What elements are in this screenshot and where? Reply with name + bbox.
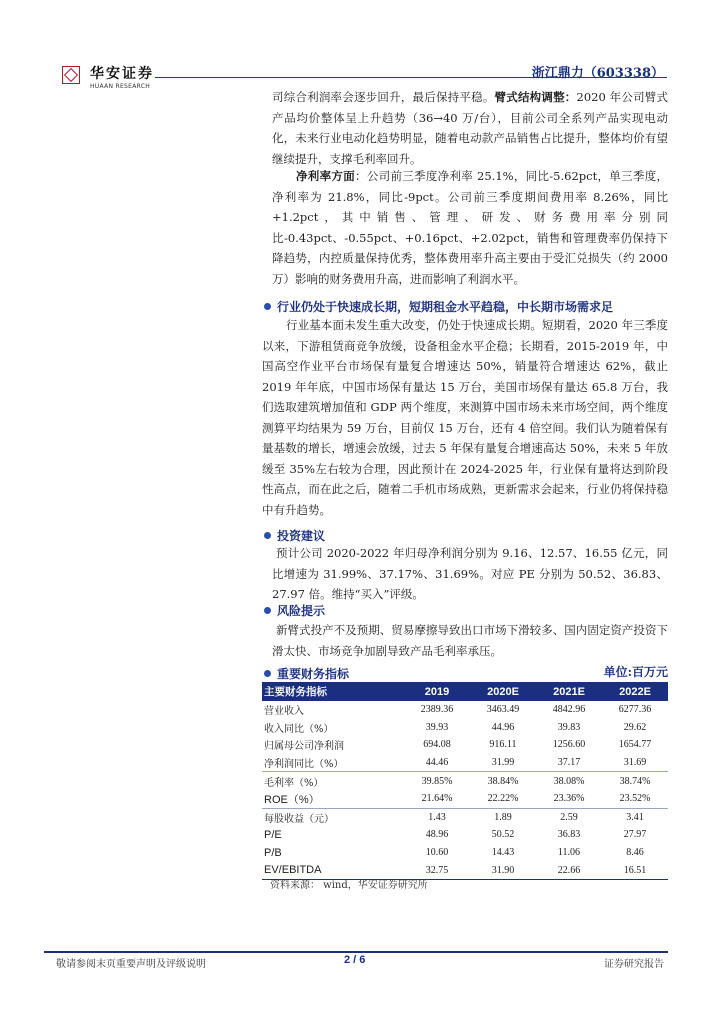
table-cell: 38.08% bbox=[536, 772, 602, 790]
row-label: 净利润同比（%） bbox=[264, 759, 344, 771]
footer-divider bbox=[44, 951, 668, 953]
row-label: 营业收入 bbox=[264, 706, 304, 718]
industry-title: 行业仍处于快速成长期，短期租金水平趋稳，中长期市场需求足 bbox=[277, 300, 614, 314]
net-margin-section bbox=[272, 166, 668, 289]
table-cell: 31.90 bbox=[470, 861, 536, 879]
table-cell: 48.96 bbox=[425, 829, 449, 841]
table-cell: 14.43 bbox=[491, 847, 515, 859]
intro-line: 司综合利润率会逐步回升，最后保持平稳。 bbox=[272, 90, 495, 104]
row-label: P/E bbox=[264, 828, 282, 841]
huaan-logo-icon bbox=[62, 66, 80, 84]
net-margin-text: ：公司前三季度净利率 25.1%，同比-5.62pct，单三季度，净利率为 21.8%，同比-9pct。公司前三季度期间费用率 8.26%，同比+1.2pct，其中销售、管理、研发、财务费用率分别同比-0.43pct、-0.55pct、+0.16pct、+2.02pct，销售和管理费率仍保持下降趋势，内控质量保持优秀，整体费用率升高主要由于受汇兑损失（约 2000 万）影响的财务费用升高，进而影响了利润水平。 bbox=[272, 169, 669, 286]
row-label: P/B bbox=[264, 846, 282, 859]
page-number: 2 / 6 bbox=[344, 954, 366, 966]
table-cell: 23.36% bbox=[553, 793, 585, 805]
arm-structure-label: 臂式结构调整： bbox=[494, 90, 577, 104]
table-cell: 3.41 bbox=[602, 808, 668, 826]
table-cell: 38.84% bbox=[470, 772, 536, 790]
arm-structure-text: 2020 年公司臂式产品均价整体呈上升趋势（36→40 万/台），目前公司全系列产品实现电动化，未来行业电动化趋势明显，随着电动款产品销售占比提升，整体均价有望继续提升，支撑毛利率回升。 bbox=[272, 90, 669, 166]
risk-title: 风险提示 bbox=[277, 604, 326, 618]
row-label: 收入同比（%） bbox=[264, 723, 334, 735]
table-cell: 27.97 bbox=[623, 829, 647, 841]
table-header-row bbox=[262, 682, 668, 701]
invest-section bbox=[272, 543, 668, 605]
page-header bbox=[0, 0, 724, 100]
bullet-icon bbox=[264, 532, 271, 539]
table-header-cell: 2020E bbox=[470, 682, 536, 701]
bullet-icon bbox=[264, 303, 271, 310]
table-cell: 1.89 bbox=[470, 808, 536, 826]
table-row bbox=[262, 808, 668, 826]
table-source: 资料来源： wind，华安证券研究所 bbox=[270, 880, 428, 891]
table-cell: 6277.36 bbox=[618, 704, 652, 716]
industry-paragraph: 行业基本面未发生重大改变，仍处于快速成长期。短期看，2020 年三季度以来，下游租赁商竞争放缓，设备租金水平企稳；长期看，2015-2019 年，中国高空作业平台市场保有量复合增速达 50%，销量符合增速达 62%，截止 2019 年年底，中国市场保有量达 15 万台，美国市场保有量达 65.8 万台，我们选取建筑增加值和 GDP 两个维度，来测算中国市场未来市场空间，两个维度测算平均结果为 59 万台，目前仅 15 万台，还有 4 倍空间。我们认为随着保有量基数的增长，增速会放缓，过去 5 年保有量复合增速高达 50%，未来 5 年放缓至 35%左右较为合理，因此预计在 2024-2025 年，行业保有量将达到阶段性高点，而在此之后，随着二手机市场成熟，更新需求会起来，行业仍将保持稳中有升趋势。 bbox=[262, 318, 668, 517]
invest-heading bbox=[264, 527, 325, 544]
table-cell: 1.43 bbox=[404, 808, 470, 826]
table-cell: 694.08 bbox=[423, 739, 451, 751]
table-row bbox=[262, 701, 668, 719]
risk-paragraph: 新臂式投产不及预期、贸易摩擦导致出口市场下滑较多、国内固定资产投资下滑太快、市场竞争加剧导致产品毛利率承压。 bbox=[272, 623, 668, 658]
table-row bbox=[262, 772, 668, 790]
table-header-cell: 2022E bbox=[602, 682, 668, 701]
table-cell: 44.96 bbox=[491, 721, 515, 733]
risk-heading bbox=[264, 602, 325, 619]
table-row bbox=[262, 790, 668, 808]
unit-label: 单位:百万元 bbox=[603, 665, 668, 679]
logo-text-cn: 华安证券 bbox=[90, 66, 154, 82]
table-cell: 44.46 bbox=[425, 757, 449, 769]
table-cell: 36.83 bbox=[557, 829, 581, 841]
row-label: 毛利率（%） bbox=[262, 772, 404, 790]
table-cell: 38.74% bbox=[602, 772, 668, 790]
financials-table bbox=[262, 682, 668, 880]
invest-paragraph: 预计公司 2020-2022 年归母净利润分别为 9.16、12.57、16.55 亿元，同比增速为 31.99%、37.17%、31.69%。对应 PE 分别为 50.52、36.83、27.97 倍。维持“买入”评级。 bbox=[272, 546, 668, 601]
table-cell: 31.99 bbox=[491, 757, 515, 769]
table-row bbox=[262, 719, 668, 737]
table-cell: 2.59 bbox=[536, 808, 602, 826]
footer-disclaimer: 敬请参阅末页重要声明及评级说明 bbox=[56, 959, 206, 970]
table-cell: 50.52 bbox=[491, 829, 515, 841]
table-cell: 23.52% bbox=[619, 793, 651, 805]
table-cell: 16.51 bbox=[602, 861, 668, 879]
table-cell: 2389.36 bbox=[420, 704, 454, 716]
row-label: ROE（%） bbox=[264, 793, 320, 806]
table-cell: 22.22% bbox=[487, 793, 519, 805]
table-cell: 31.69 bbox=[623, 757, 647, 769]
table-cell: 916.11 bbox=[489, 739, 517, 751]
table-cell: 1256.60 bbox=[552, 739, 586, 751]
table-cell: 21.64% bbox=[421, 793, 453, 805]
table-cell: 39.85% bbox=[404, 772, 470, 790]
row-label: 每股收益（元） bbox=[262, 808, 404, 826]
table-cell: 4842.96 bbox=[552, 704, 586, 716]
bullet-icon bbox=[264, 670, 271, 677]
table-header-cell: 2021E bbox=[536, 682, 602, 701]
intro-section bbox=[272, 87, 668, 169]
table-row bbox=[262, 754, 668, 772]
table-cell: 8.46 bbox=[626, 847, 644, 859]
table-cell: 39.83 bbox=[557, 721, 581, 733]
table-cell: 22.66 bbox=[536, 861, 602, 879]
invest-title: 投资建议 bbox=[277, 529, 326, 543]
financials-title: 重要财务指标 bbox=[277, 667, 350, 681]
table-header-cell: 2019 bbox=[404, 682, 470, 701]
table-cell: 39.93 bbox=[425, 721, 449, 733]
company-title: 浙江鼎力（603338） bbox=[531, 66, 664, 81]
intro-paragraph bbox=[272, 87, 668, 169]
row-label: EV/EBITDA bbox=[262, 861, 404, 879]
table-row bbox=[262, 844, 668, 862]
table-cell: 11.06 bbox=[557, 847, 581, 859]
footer-report-type: 证券研究报告 bbox=[604, 959, 664, 970]
bullet-icon bbox=[264, 607, 271, 614]
table-row bbox=[262, 826, 668, 844]
table-cell: 29.62 bbox=[623, 721, 647, 733]
table-header-cell: 主要财务指标 bbox=[262, 682, 404, 701]
table-row bbox=[262, 736, 668, 754]
table-cell: 37.17 bbox=[557, 757, 581, 769]
table-cell: 32.75 bbox=[404, 861, 470, 879]
net-margin-label: 净利率方面 bbox=[296, 169, 356, 183]
table-cell: 3463.49 bbox=[486, 704, 520, 716]
logo-text-en: HUAAN RESEARCH bbox=[90, 83, 151, 90]
risk-section bbox=[272, 620, 668, 661]
net-margin-paragraph bbox=[272, 166, 668, 289]
industry-section bbox=[262, 315, 668, 520]
table-cell: 1654.77 bbox=[618, 739, 652, 751]
industry-heading bbox=[264, 298, 613, 315]
row-label: 归属母公司净利润 bbox=[264, 741, 344, 753]
financials-heading bbox=[264, 665, 349, 682]
table-cell: 10.60 bbox=[425, 847, 449, 859]
